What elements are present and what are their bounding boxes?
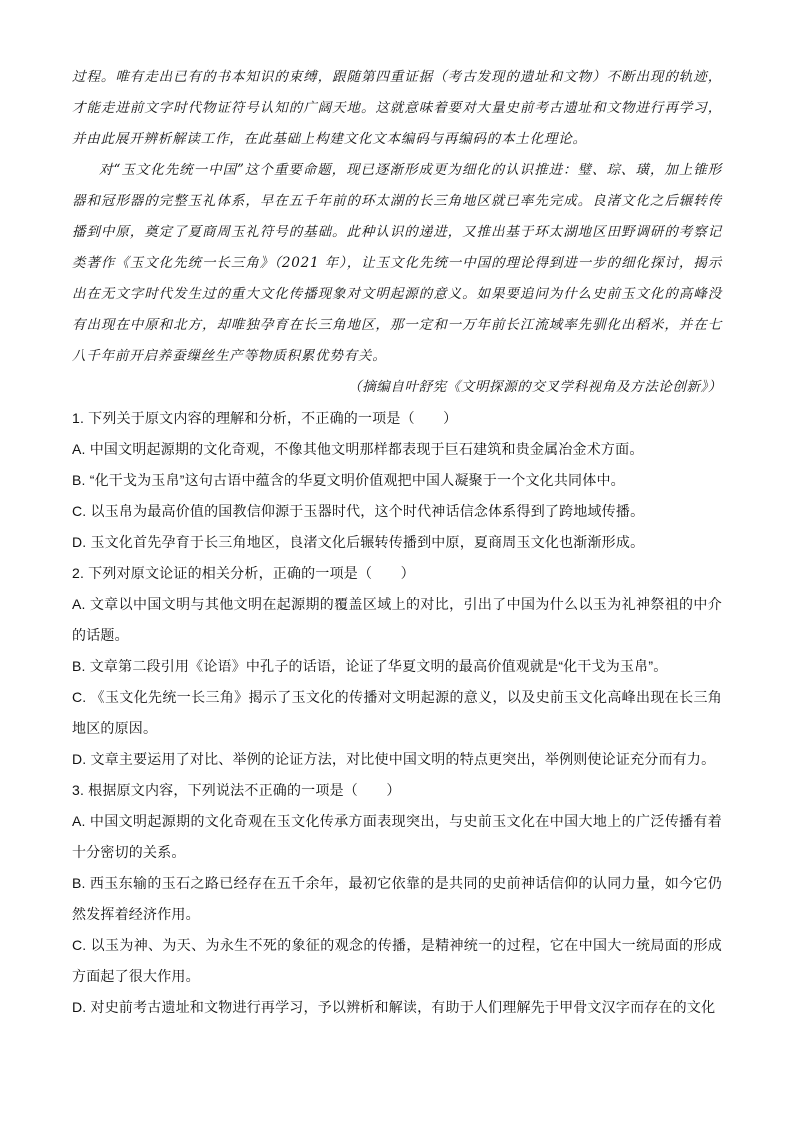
option-b: B. 西玉东输的玉石之路已经存在五千余年，最初它依靠的是共同的史前神话信仰的认同力量，如今它仍然发挥着经济作用。	[72, 875, 722, 922]
option-c: C. 以玉帛为最高价值的国教信仰源于玉器时代，这个时代神话信念体系得到了跨地域传播。	[72, 503, 645, 519]
question-stem: 2. 下列对原文论证的相关分析，正确的一项是（ ）	[72, 565, 415, 581]
option-a: A. 中国文明起源期的文化奇观在玉文化传承方面表现突出，与史前玉文化在中国大地上的广泛传播有着十分密切的关系。	[72, 813, 722, 860]
option-a: A. 中国文明起源期的文化奇观，不像其他文明那样都表现于巨石建筑和贵金属冶金术方面。	[72, 441, 644, 457]
question-3	[72, 775, 722, 1023]
option-c: C. 以玉为神、为天、为永生不死的象征的观念的传播，是精神统一的过程，它在中国大一统局面的形成方面起了很大作用。	[72, 937, 722, 984]
option-d: D. 文章主要运用了对比、举例的论证方法，对比使中国文明的特点更突出，举例则使论证充分而有力。	[72, 751, 716, 767]
option-d: D. 玉文化首先孕育于长三角地区，良渚文化后辗转传播到中原，夏商周玉文化也渐渐形成。	[72, 534, 645, 550]
option-b: B. 文章第二段引用《论语》中孔子的话语，论证了华夏文明的最高价值观就是“化干戈为玉帛”。	[72, 658, 668, 674]
option-b: B. “化干戈为玉帛”这句古语中蕴含的华夏文明价值观把中国人凝聚于一个文化共同体中。	[72, 472, 625, 488]
question-2	[72, 558, 722, 775]
question-stem: 1. 下列关于原文内容的理解和分析，不正确的一项是（ ）	[72, 410, 458, 426]
question-stem: 3. 根据原文内容，下列说法不正确的一项是（ ）	[72, 782, 401, 798]
passage-paragraph-1: 过程。唯有走出已有的书本知识的束缚，跟随第四重证据（考古发现的遗址和文物）不断出现的轨迹，才能走进前文字时代物证符号认知的广阔天地。这就意味着要对大量史前考古遗址和文物进行再学习，并由此展开辨析解读工作，在此基础上构建文化文本编码与再编码的本土化理论。	[72, 69, 722, 147]
passage-source: （摘编自叶舒宪《文明探源的交叉学科视角及方法论创新》）	[348, 379, 722, 395]
document-page	[72, 62, 722, 1023]
question-1	[72, 403, 722, 558]
passage-paragraph-2: 对“玉文化先统一中国”这个重要命题，现已逐渐形成更为细化的认识推进：璧、琮、璜，加上锥形器和冠形器的完整玉礼体系，早在五千年前的环太湖的长三角地区就已率先完成。良渚文化之后辗转传播到中原，奠定了夏商周玉礼符号的基础。此种认识的递进，又推出基于环太湖地区田野调研的考察记类著作《玉文化先统一长三角》（2021 年），让玉文化先统一中国的理论得到进一步的细化探讨，揭示出在无文字时代发生过的重大文化传播现象对文明起源的意义。如果要追问为什么史前玉文化的高峰没有出现在中原和北方，却唯独孕育在长三角地区，那一定和一万年前长江流域率先驯化出稻米，并在七八千年前开启养蚕缫丝生产等物质积累优势有关。	[72, 162, 722, 364]
option-d: D. 对史前考古遗址和文物进行再学习，予以辨析和解读，有助于人们理解先于甲骨文汉字而存在的文化	[72, 999, 716, 1015]
option-a: A. 文章以中国文明与其他文明在起源期的覆盖区域上的对比，引出了中国为什么以玉为礼神祭祖的中介的话题。	[72, 596, 722, 643]
option-c: C. 《玉文化先统一长三角》揭示了玉文化的传播对文明起源的意义，以及史前玉文化高峰出现在长三角地区的原因。	[72, 689, 722, 736]
